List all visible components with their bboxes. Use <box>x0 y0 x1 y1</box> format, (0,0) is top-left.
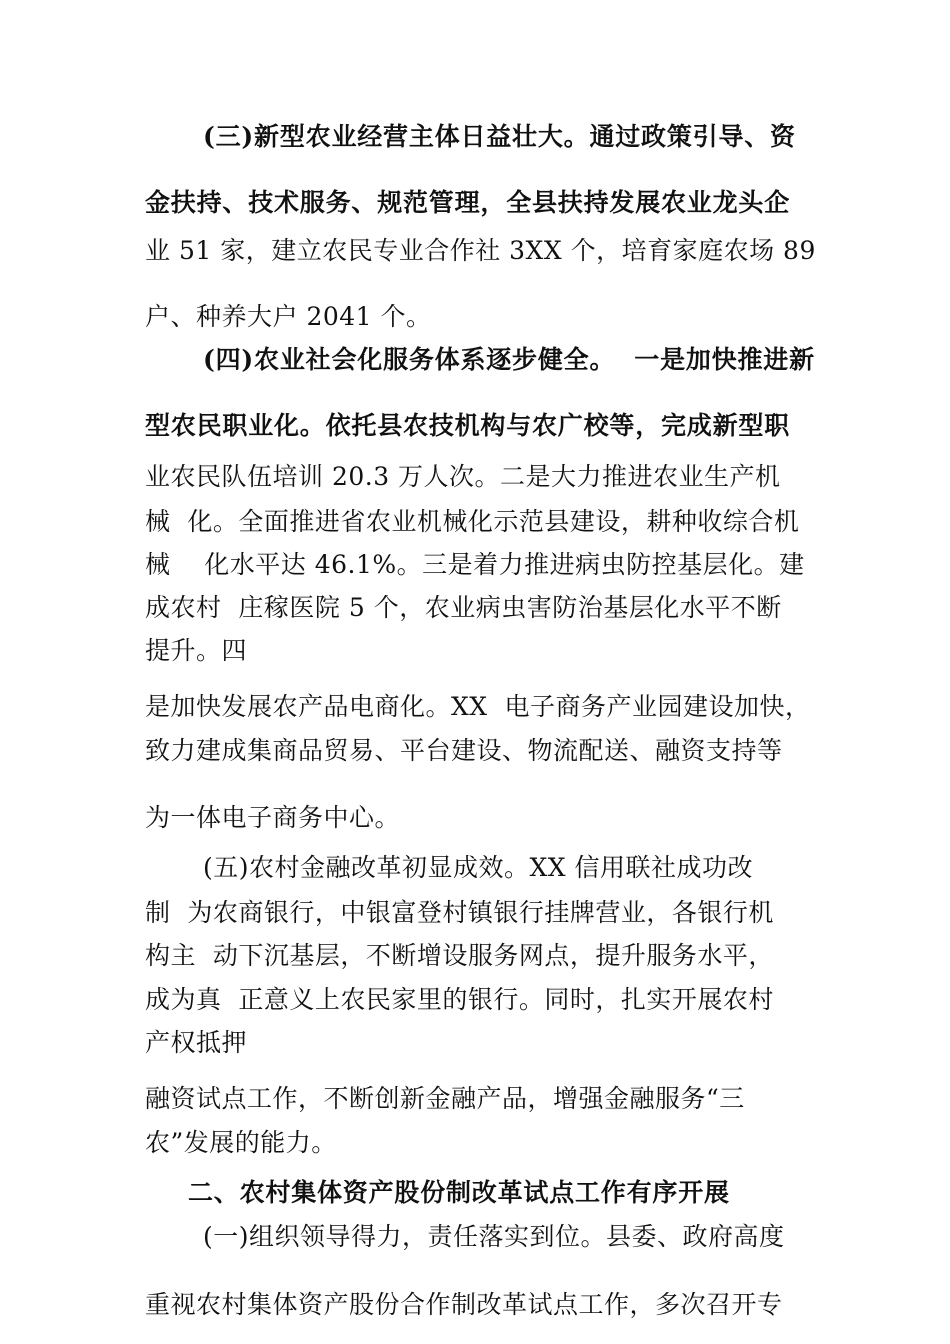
paragraph-3-line: 金扶持、技术服务、规范管理，全县扶持发展农业龙头企 <box>145 188 791 217</box>
paragraph-4-line: 型农民职业化。依托县农技机构与农广校等，完成新型职 <box>145 411 791 440</box>
paragraph-3-line: 户、种养大户 2041 个。 <box>145 302 432 331</box>
paragraph-4-line: 械 化水平达 46.1%。三是着力推进病虫防控基层化。建 <box>145 550 805 579</box>
paragraph-3-line: 业 51 家，建立农民专业合作社 3XX 个，培育家庭农场 89 <box>145 236 816 265</box>
section-2-paragraph-1-line: (一)组织领导得力，责任落实到位。县委、政府高度 <box>203 1222 785 1251</box>
paragraph-5-line: 融资试点工作，不断创新金融产品，增强金融服务“三 <box>145 1084 745 1113</box>
paragraph-4-line: 为一体电子商务中心。 <box>145 803 401 832</box>
paragraph-5-line: 产权抵押 <box>145 1028 248 1057</box>
paragraph-4-line: 成农村 庄稼医院 5 个，农业病虫害防治基层化水平不断 <box>145 593 782 622</box>
paragraph-5-heading-line: (五)农村金融改革初显成效。XX 信用联社成功改 <box>203 853 754 882</box>
paragraph-4-line: 业农民队伍培训 20.3 万人次。二是大力推进农业生产机 <box>145 462 781 491</box>
paragraph-4-line: 致力建成集商品贸易、平台建设、物流配送、融资支持等 <box>145 736 783 765</box>
paragraph-5-line: 构主 动下沉基层，不断增设服务网点，提升服务水平， <box>145 941 774 970</box>
section-2-paragraph-1-line: 重视农村集体资产股份合作制改革试点工作，多次召开专 <box>145 1290 783 1319</box>
paragraph-5-line: 制 为农商银行，中银富登村镇银行挂牌营业，各银行机 <box>145 898 774 927</box>
paragraph-3-heading-line: (三)新型农业经营主体日益壮大。通过政策引导、资 <box>203 122 796 151</box>
paragraph-4-line: 是加快发展农产品电商化。XX 电子商务产业园建设加快， <box>145 692 811 721</box>
paragraph-4-line: 提升。四 <box>145 636 248 665</box>
paragraph-4-heading-line: (四)农业社会化服务体系逐步健全。 一是加快推进新 <box>203 345 815 374</box>
paragraph-5-line: 农”发展的能力。 <box>145 1128 337 1157</box>
paragraph-5-line: 成为真 正意义上农民家里的银行。同时，扎实开展农村 <box>145 985 774 1014</box>
section-2-heading: 二、农村集体资产股份制改革试点工作有序开展 <box>188 1178 730 1207</box>
paragraph-4-line: 械 化。全面推进省农业机械化示范县建设，耕种收综合机 <box>145 507 800 536</box>
